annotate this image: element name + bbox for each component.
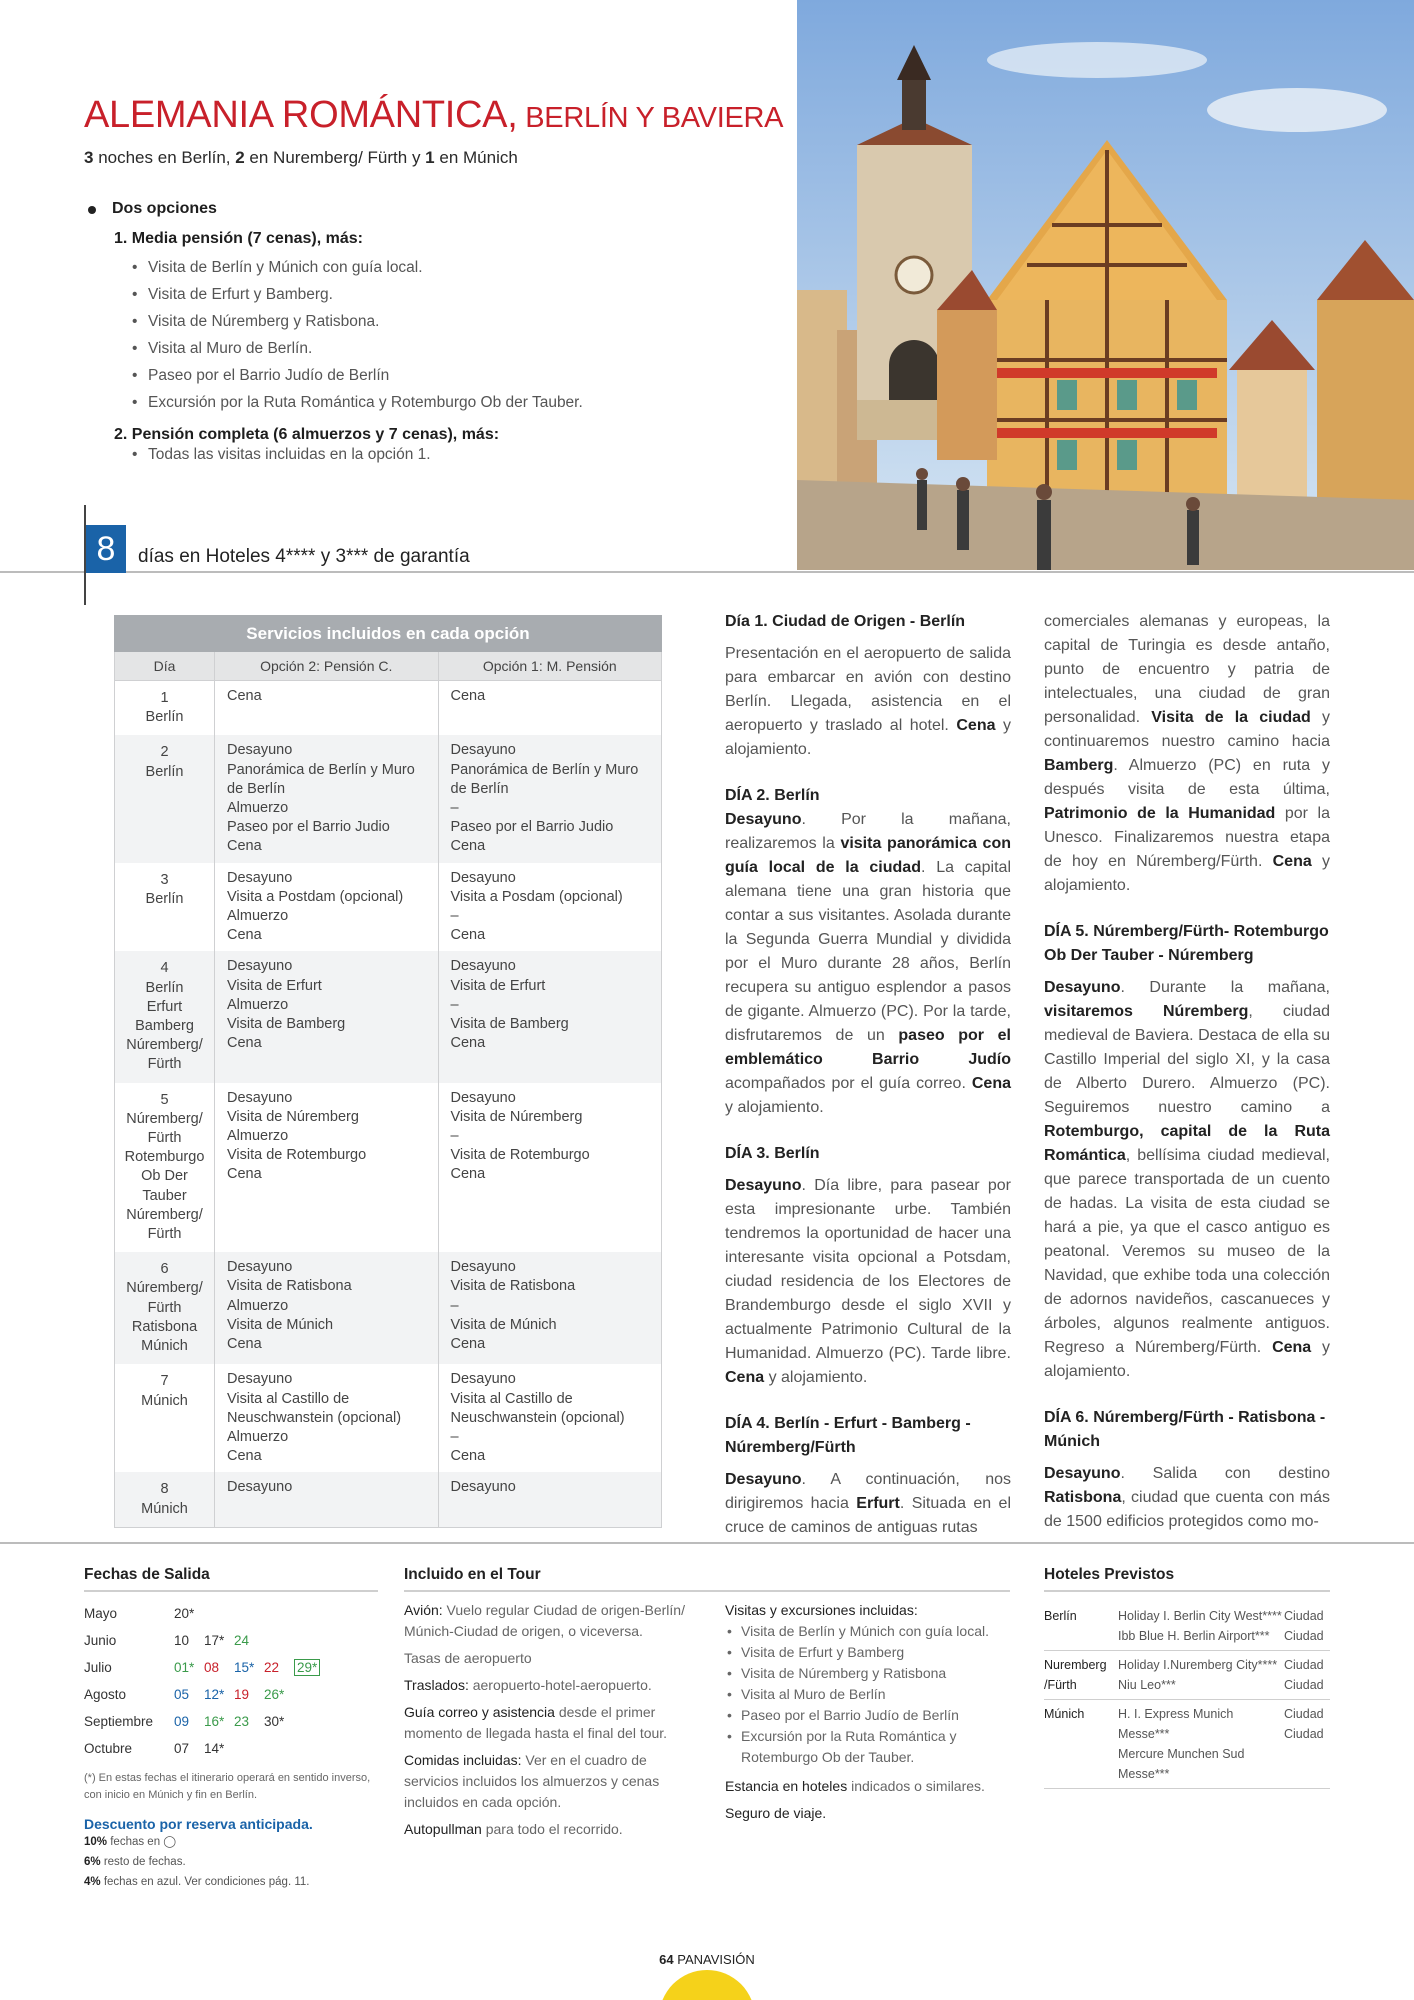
day-1-text: Presentación en el aeropuerto de salida para embarcar en avión con destino Berlín. Llegada, asistencia en el aeropuerto y traslado al hotel. Cena y alojamiento. <box>725 645 1011 758</box>
departure-date: 29* <box>294 1659 320 1676</box>
departure-date: 30* <box>264 1714 285 1729</box>
itinerary-column-2 <box>1044 610 1330 1556</box>
departure-date: 24 <box>234 1633 250 1648</box>
table-row <box>115 735 662 862</box>
incluido-rule <box>404 1590 1010 1592</box>
departure-date: 22 <box>264 1660 280 1675</box>
list-item: • Visita de Núremberg y Ratisbona <box>725 1663 1015 1684</box>
month-label: Junio <box>84 1633 117 1648</box>
hotel-row <box>1044 1700 1330 1789</box>
pension-completa-cell: Desayuno Visita de Erfurt Almuerzo Visita de Bamberg Cena <box>215 951 439 1082</box>
day-6-heading: DÍA 6. Núremberg/Fürth - Ratisbona - Múnich <box>1044 1409 1326 1450</box>
options-heading: Dos opciones <box>84 200 784 218</box>
list-item: • Visita de Erfurt y Bamberg <box>725 1642 1015 1663</box>
included-item: Comidas incluidas: Ver en el cuadro de servicios incluidos los almuerzos y cenas incluidos en cada opción. <box>404 1752 660 1810</box>
incluido-heading: Incluido en el Tour <box>404 1566 541 1583</box>
departure-date: 10 <box>174 1633 190 1648</box>
included-item: Traslados: aeropuerto-hotel-aeropuerto. <box>404 1677 652 1693</box>
option-2-title: 2. Pensión completa (6 almuerzos y 7 cenas), más: <box>114 426 500 443</box>
day-cell: 7 Múnich <box>115 1364 215 1472</box>
rothenburg-photo <box>797 0 1414 570</box>
column-header: Opción 1: M. Pensión <box>438 652 662 681</box>
media-pension-cell: Desayuno Visita al Castillo de Neuschwanstein (opcional) – Cena <box>438 1364 662 1472</box>
dates-table <box>84 1600 374 1762</box>
hotels-guarantee: días en Hoteles 4**** y 3*** de garantía <box>138 546 470 567</box>
media-pension-cell: Desayuno Visita de Erfurt – Visita de Bamberg Cena <box>438 951 662 1082</box>
nights-nuremberg-text: en Nuremberg/ Fürth y <box>244 148 426 167</box>
table-row <box>115 951 662 1082</box>
hotels-table <box>1044 1602 1330 1789</box>
month-label: Septiembre <box>84 1714 154 1729</box>
day-5-heading: DÍA 5. Núremberg/Fürth- Rotemburgo Ob Der Tauber - Núremberg <box>1044 923 1329 964</box>
day-2-heading: DÍA 2. Berlín <box>725 787 820 804</box>
included-item: Guía correo y asistencia desde el primer momento de llegada hasta el final del tour. <box>404 1704 668 1741</box>
date-row <box>84 1600 374 1627</box>
option-2-list <box>84 444 784 466</box>
title-main: ALEMANIA ROMÁNTICA, <box>84 94 518 136</box>
day-4-text: Desayuno. A continuación, nos dirigiremos hacia Erfurt. Situada en el cruce de caminos de antiguas rutas <box>725 1471 1012 1536</box>
list-item: • Excursión por la Ruta Romántica y Rotemburgo Ob der Tauber. <box>725 1726 1015 1768</box>
list-item: • Excursión por la Ruta Romántica y Rotemburgo Ob der Tauber. <box>132 389 784 416</box>
departure-date: 01* <box>174 1660 195 1675</box>
nights-munich: 1 <box>425 148 435 167</box>
list-item: • Visita de Berlín y Múnich con guía local. <box>132 254 784 281</box>
departure-date: 20* <box>174 1606 195 1621</box>
media-pension-cell: Desayuno Panorámica de Berlín y Muro de Berlín – Paseo por el Barrio Judio Cena <box>438 735 662 862</box>
pension-completa-cell: Cena <box>215 681 439 736</box>
table-row <box>115 1083 662 1253</box>
departure-date: 09 <box>174 1714 190 1729</box>
services-table <box>114 615 662 1528</box>
hotel-city: Múnich <box>1044 1707 1085 1721</box>
date-row <box>84 1654 374 1681</box>
hotel-cat: Ciudad Ciudad <box>1284 1609 1324 1643</box>
month-label: Julio <box>84 1660 112 1675</box>
departure-date: 08 <box>204 1660 220 1675</box>
departure-date: 19 <box>234 1687 250 1702</box>
day-cell: 3 Berlín <box>115 863 215 952</box>
media-pension-cell: Desayuno <box>438 1472 662 1527</box>
pension-completa-cell: Desayuno Visita a Postdam (opcional) Almuerzo Cena <box>215 863 439 952</box>
day-4-heading: DÍA 4. Berlín - Erfurt - Bamberg - Núremberg/Fürth <box>725 1415 971 1456</box>
list-item: • Visita de Berlín y Múnich con guía local. <box>725 1621 1015 1642</box>
option-1-title: 1. Media pensión (7 cenas), más: <box>114 230 363 247</box>
hotel-row <box>1044 1651 1330 1700</box>
page-number: 64 <box>659 1952 674 1967</box>
day-2-text: Desayuno. Por la mañana, realizaremos la visita panorámica con guía local de la ciudad. La capital alemana tiene una gran historia que contar a sus visitantes. Asolada durante la Segunda Guerra Mundial y dividida por el Muro durante 28 años, Berlín recupera su antiguo esplendor a pasos de gigante. Almuerzo (PC). Por la tarde, disfrutaremos de un paseo por el emblemático Barrio Judío acompañados por el guía correo. Cena y alojamiento. <box>725 811 1011 1116</box>
included-item: Autopullman para todo el recorrido. <box>404 1821 623 1837</box>
pension-completa-cell: Desayuno <box>215 1472 439 1527</box>
included-item: Estancia en hoteles indicados o similares. <box>725 1778 985 1794</box>
departure-date: 23 <box>234 1714 250 1729</box>
visits-heading: Visitas y excursiones incluidas: <box>725 1602 918 1618</box>
departure-date: 16* <box>204 1714 225 1729</box>
hotel-names: Holiday I. Berlin City West**** Ibb Blue H. Berlin Airport*** <box>1118 1609 1282 1643</box>
rothenburg-illustration <box>797 0 1414 570</box>
month-label: Agosto <box>84 1687 127 1702</box>
table-row <box>115 1472 662 1527</box>
itinerary-column-1 <box>725 610 1011 1562</box>
pension-completa-cell: Desayuno Panorámica de Berlín y Muro de Berlín Almuerzo Paseo por el Barrio Judio Cena <box>215 735 439 862</box>
hotel-row <box>1044 1602 1330 1651</box>
included-item: Tasas de aeropuerto <box>404 1650 532 1666</box>
visits-list <box>725 1621 1015 1768</box>
departure-date: 07 <box>174 1741 190 1756</box>
table-row <box>115 1252 662 1364</box>
media-pension-cell: Desayuno Visita a Posdam (opcional) – Cena <box>438 863 662 952</box>
included-item: Seguro de viaje. <box>725 1805 827 1821</box>
incluido-left <box>404 1600 694 1846</box>
nights-munich-text: en Múnich <box>434 148 518 167</box>
nights-berlin: 3 <box>84 148 94 167</box>
footer-divider <box>0 1542 1414 1544</box>
discount-line: 6% resto de fechas. <box>84 1856 186 1868</box>
list-item: • Visita al Muro de Berlín <box>725 1684 1015 1705</box>
date-row <box>84 1708 374 1735</box>
discount-heading: Descuento por reserva anticipada. <box>84 1816 313 1832</box>
list-item: • Visita de Núremberg y Ratisbona. <box>132 308 784 335</box>
table-row <box>115 1364 662 1472</box>
fechas-heading: Fechas de Salida <box>84 1566 210 1583</box>
table-row <box>115 863 662 952</box>
title-small: BERLÍN Y BAVIERA <box>517 102 784 134</box>
day-cell: 2 Berlín <box>115 735 215 862</box>
pension-completa-cell: Desayuno Visita de Ratisbona Almuerzo Visita de Múnich Cena <box>215 1252 439 1364</box>
list-item: • Paseo por el Barrio Judío de Berlín <box>725 1705 1015 1726</box>
dates-note: (*) En estas fechas el itinerario operará en sentido inverso, con inicio en Múnich y fin en Berlín. <box>84 1772 371 1801</box>
date-row <box>84 1681 374 1708</box>
nights-berlin-text: noches en Berlín, <box>93 148 236 167</box>
date-row <box>84 1735 374 1762</box>
discount-line: 4% fechas en azul. Ver condiciones pág. 11. <box>84 1876 310 1888</box>
day-cell: 1 Berlín <box>115 681 215 736</box>
month-label: Mayo <box>84 1606 118 1621</box>
departure-date: 14* <box>204 1741 225 1756</box>
departure-date: 12* <box>204 1687 225 1702</box>
list-item: • Visita de Erfurt y Bamberg. <box>132 281 784 308</box>
hotel-city: Nuremberg /Fürth <box>1044 1658 1107 1692</box>
month-label: Octubre <box>84 1741 133 1756</box>
header-divider <box>0 571 1414 573</box>
hotel-names: Holiday I.Nuremberg City**** Niu Leo*** <box>1118 1658 1278 1692</box>
media-pension-cell: Cena <box>438 681 662 736</box>
nights-summary <box>84 148 518 168</box>
day-6-text: Desayuno. Salida con destino Ratisbona, ciudad que cuenta con más de 1500 edificios protegidos como mo- <box>1044 1465 1330 1530</box>
day-3-text: Desayuno. Día libre, para pasear por esta impresionante urbe. También tendremos la oportunidad de hacer una interesante visita opcional a Potsdam, ciudad residencia de los Electores de Brandemburgo desde el siglo XVII y actualmente Patrimonio Cultural de la Humanidad. Almuerzo (PC). Tarde libre. Cena y alojamiento. <box>725 1177 1011 1386</box>
brand-circle <box>659 1970 755 2000</box>
column-header: Día <box>115 652 215 681</box>
table-row <box>115 681 662 736</box>
hotel-cat: Ciudad Ciudad <box>1284 1707 1324 1741</box>
column-header: Opción 2: Pensión C. <box>215 652 439 681</box>
page-title <box>84 94 784 137</box>
departure-date: 17* <box>204 1633 225 1648</box>
hotel-cat: Ciudad Ciudad <box>1284 1658 1324 1692</box>
nights-nuremberg: 2 <box>235 148 245 167</box>
included-item: Avión: Vuelo regular Ciudad de origen-Berlín/ Múnich-Ciudad de origen, o viceversa. <box>404 1602 685 1639</box>
hotel-city: Berlín <box>1044 1609 1077 1623</box>
list-item: • Paseo por el Barrio Judío de Berlín <box>132 362 784 389</box>
table-caption: Servicios incluidos en cada opción <box>115 616 662 652</box>
options-section <box>84 200 784 466</box>
day-cell: 5 Núremberg/ Fürth Rotemburgo Ob Der Tauber Núremberg/ Fürth <box>115 1083 215 1253</box>
option-1-list <box>84 254 784 416</box>
hoteles-heading: Hoteles Previstos <box>1044 1566 1175 1583</box>
hotel-names: H. I. Express Munich Messe*** Mercure Munchen Sud Messe*** <box>1118 1707 1245 1781</box>
day-5-text: Desayuno. Durante la mañana, visitaremos Núremberg, ciudad medieval de Baviera. Destaca de ella su Castillo Imperial del siglo XI, y la casa de Alberto Durero. Almuerzo (PC). Seguiremos nuestro camino a Rotemburgo, capital de la Ruta Romántica, bellísima ciudad medieval, que parece transportada de un cuento de hadas. La visita de esta ciudad se hará a pie, ya que el casco antiguo es peatonal. Veremos su museo de la Navidad, que exhibe toda una colección de adornos navideños, cascanueces y árboles, algunos realmente antiguos. Regreso a Núremberg/Fürth. Cena y alojamiento. <box>1044 979 1330 1380</box>
day-cell: 8 Múnich <box>115 1472 215 1527</box>
departure-date: 26* <box>264 1687 285 1702</box>
departure-dates <box>84 1600 374 1892</box>
hoteles-rule <box>1044 1590 1330 1592</box>
page-footer <box>0 1952 1414 1967</box>
table-body <box>115 681 662 1528</box>
date-row <box>84 1627 374 1654</box>
departure-date: 05 <box>174 1687 190 1702</box>
list-item: • Visita al Muro de Berlín. <box>132 335 784 362</box>
day-3-heading: DÍA 3. Berlín <box>725 1145 820 1162</box>
media-pension-cell: Desayuno Visita de Núremberg – Visita de Rotemburgo Cena <box>438 1083 662 1253</box>
day-1-heading: Día 1. Ciudad de Origen - Berlín <box>725 613 966 630</box>
media-pension-cell: Desayuno Visita de Ratisbona – Visita de Múnich Cena <box>438 1252 662 1364</box>
days-badge: 8 <box>86 525 126 573</box>
day-cell: 4 Berlín Erfurt Bamberg Núremberg/ Fürth <box>115 951 215 1082</box>
day-4-text-cont: comerciales alemanas y europeas, la capital de Turingia es desde antaño, punto de encuentro y patria de intelectuales, una ciudad de gran personalidad. Visita de la ciudad y continuaremos nuestro camino hacia Bamberg. Almuerzo (PC) en ruta y después visita de esta última, Patrimonio de la Humanidad por la Unesco. Finalizaremos nuestra etapa de hoy en Núremberg/Fürth. Cena y alojamiento. <box>1044 613 1331 894</box>
fechas-rule <box>84 1590 378 1592</box>
pension-completa-cell: Desayuno Visita de Núremberg Almuerzo Visita de Rotemburgo Cena <box>215 1083 439 1253</box>
list-item: • Todas las visitas incluidas en la opción 1. <box>132 444 784 466</box>
pension-completa-cell: Desayuno Visita al Castillo de Neuschwanstein (opcional) Almuerzo Cena <box>215 1364 439 1472</box>
day-cell: 6 Núremberg/ Fürth Ratisbona Múnich <box>115 1252 215 1364</box>
discount-line: 10% fechas en ◯ <box>84 1836 177 1848</box>
brand-name: PANAVISIÓN <box>677 1952 755 1967</box>
departure-date: 15* <box>234 1660 255 1675</box>
incluido-right <box>725 1600 1015 1830</box>
